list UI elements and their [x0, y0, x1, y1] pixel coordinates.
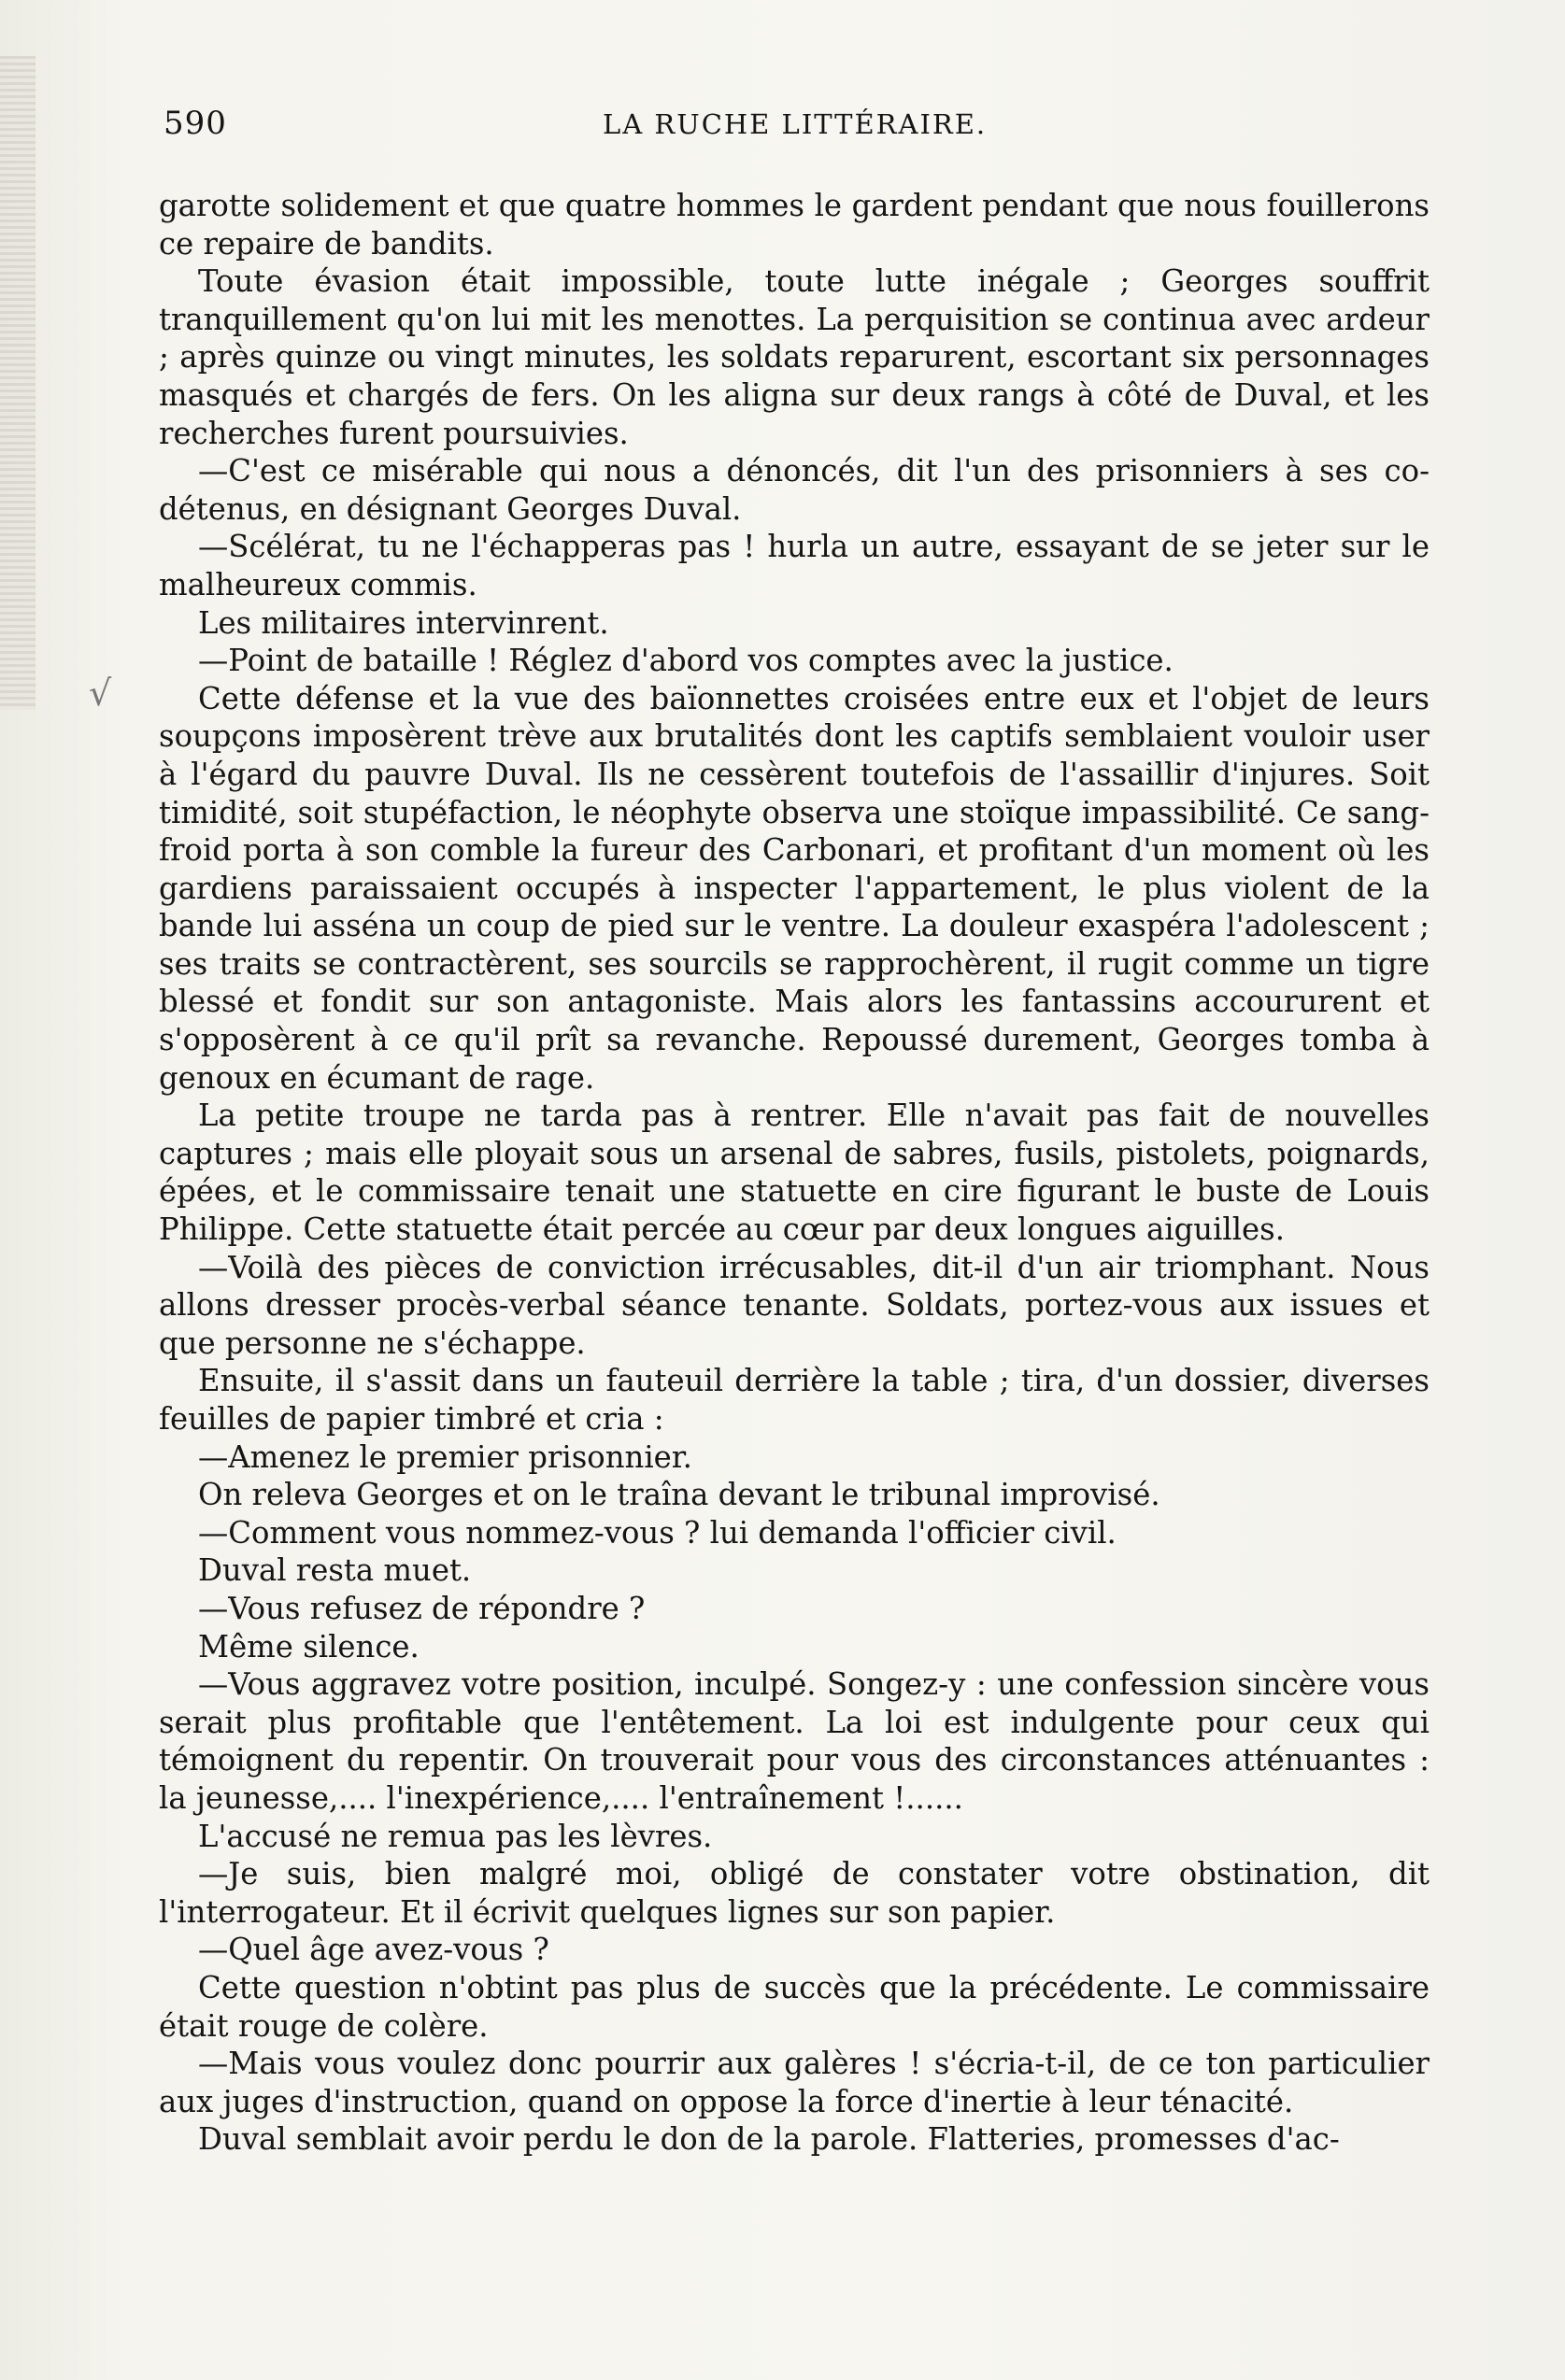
paragraph: —Vous aggravez votre position, inculpé. Songez-y : une confession sincère vous serait plus profitable que l'entêtement. La loi est indulgente pour ceux qui témoignent du repentir. On trouverait pour vous des circonstances atténuantes : la jeunesse,.... l'inexpérience,.... l'entraînement !...... — [159, 1666, 1430, 1816]
paragraph: Même silence. — [198, 1628, 420, 1665]
paragraph: —C'est ce misérable qui nous a dénoncés, dit l'un des prisonniers à ses co-détenus, en désignant Georges Duval. — [159, 453, 1430, 527]
paragraph: Duval resta muet. — [198, 1552, 472, 1589]
paragraph: —Mais vous voulez donc pourrir aux galères ! s'écria-t-il, de ce ton particulier aux juges d'instruction, quand on oppose la force d'inertie à leur ténacité. — [159, 2046, 1430, 2119]
page-header — [164, 105, 1425, 148]
paragraph: Toute évasion était impossible, toute lutte inégale ; Georges souffrit tranquillement qu'on lui mit les menottes. La perquisition se continua avec ardeur ; après quinze ou vingt minutes, les soldats reparurent, escortant six personnages masqués et chargés de fers. On les aligna sur deux rangs à côté de Duval, et les recherches furent poursuivies. — [159, 263, 1430, 451]
paragraph: —Scélérat, tu ne l'échapperas pas ! hurla un autre, essayant de se jeter sur le malheureux commis. — [159, 529, 1430, 602]
paragraph: —Vous refusez de répondre ? — [198, 1590, 646, 1626]
paragraph: —Comment vous nommez-vous ? lui demanda l'officier civil. — [198, 1514, 1117, 1551]
margin-check-mark: √ — [89, 673, 112, 714]
paragraph: On releva Georges et on le traîna devant le tribunal improvisé. — [198, 1477, 1160, 1513]
body-text — [159, 187, 1430, 2159]
paragraph: Cette défense et la vue des baïonnettes croisées entre eux et l'objet de leurs soupçons imposèrent trève aux brutalités dont les captifs semblaient vouloir user à l'égard du pauvre Duval. Ils ne cessèrent toutefois de l'assaillir d'injures. Soit timidité, soit stupéfaction, le néophyte observa une stoïque impassibilité. Ce sang-froid porta à son comble la fureur des Carbonari, et profitant d'un moment où les gardiens paraissaient occupés à inspecter l'appartement, le plus violent de la bande lui asséna un coup de pied sur le ventre. La douleur exaspéra l'adolescent ; ses traits se contractèrent, ses sourcils se rapprochèrent, il rugit comme un tigre blessé et fondit sur son antagoniste. Mais alors les fantassins accoururent et s'opposèrent à ce qu'il prît sa revanche. Repoussé durement, Georges tomba à genoux en écumant de rage. — [159, 680, 1430, 1096]
paragraph: La petite troupe ne tarda pas à rentrer. Elle n'avait pas fait de nouvelles captures ; mais elle ployait sous un arsenal de sabres, fusils, pistolets, poignards, épées, et le commissaire tenait une statuette en cire figurant le buste de Louis Philippe. Cette statuette était percée au cœur par deux longues aiguilles. — [159, 1098, 1430, 1248]
paragraph: —Quel âge avez-vous ? — [198, 1932, 549, 1968]
paragraph: —Amenez le premier prisonnier. — [198, 1438, 692, 1475]
page-number: 590 — [164, 105, 227, 142]
paragraph: L'accusé ne remua pas les lèvres. — [198, 1818, 713, 1854]
paragraph: —Je suis, bien malgré moi, obligé de constater votre obstination, dit l'interrogateur. Et il écrivit quelques lignes sur son papier. — [159, 1856, 1430, 1930]
paragraph: Les militaires intervinrent. — [198, 604, 609, 641]
paragraph: Ensuite, il s'assit dans un fauteuil derrière la table ; tira, d'un dossier, diverses feuilles de papier timbré et cria : — [159, 1363, 1430, 1437]
binding-edge — [0, 56, 36, 710]
paragraph: —Point de bataille ! Réglez d'abord vos comptes avec la justice. — [198, 643, 1174, 679]
running-title: LA RUCHE LITTÉRAIRE. — [603, 108, 988, 140]
paragraph: —Voilà des pièces de conviction irrécusables, dit-il d'un air triomphant. Nous allons dresser procès-verbal séance tenante. Soldats, portez-vous aux issues et que personne ne s'échappe. — [159, 1249, 1430, 1361]
paragraph: Cette question n'obtint pas plus de succès que la précédente. Le commissaire était rouge de colère. — [159, 1969, 1430, 2044]
paragraph: Duval semblait avoir perdu le don de la parole. Flatteries, promesses d'ac- — [198, 2121, 1340, 2158]
paragraph: garotte solidement et que quatre hommes le gardent pendant que nous fouillerons ce repaire de bandits. — [159, 188, 1430, 262]
